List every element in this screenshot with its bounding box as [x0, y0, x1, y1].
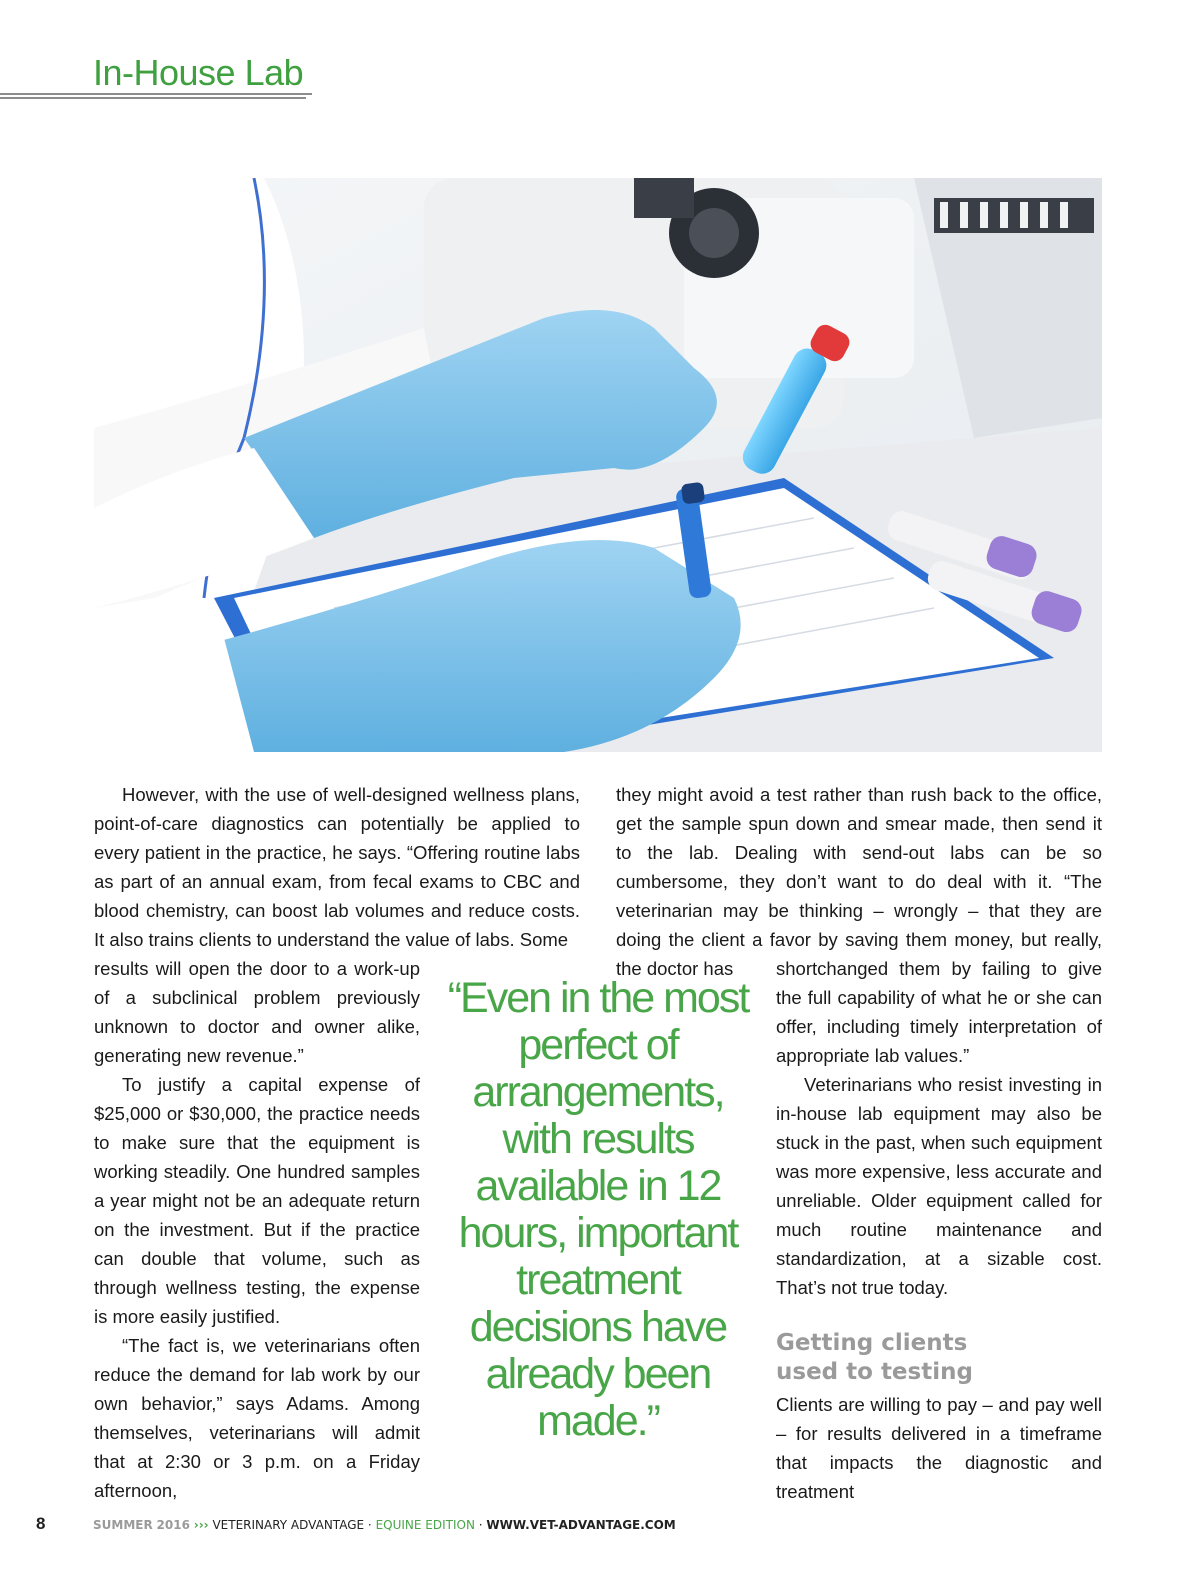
section-title: In-House Lab [93, 52, 304, 93]
column-2-paragraph-2: Veterinarians who resist investing in in-house lab equipment may also be stuck in the past, when such equipment was more expensive, less accurate and unreliable. Older equipment called for much routine maintenance and standardization, at a sizable cost. That’s not true today. [776, 1074, 1102, 1298]
column-1-narrow [94, 954, 420, 1505]
column-1-paragraph-2: To justify a capital expense of $25,000 or $30,000, the practice needs to make sure that the equipment is working steadily. One hundred samples a year might not be an adequate return on the investment. But if the practice can double that volume, such as through wellness testing, the expense is more easily justified. [94, 1074, 420, 1327]
column-1-paragraph-1-continued: results will open the door to a work-up of a subclinical problem previously unknown to doctor and owner alike, generating new revenue.” [94, 958, 420, 1066]
lab-gloves-test-tube-photo-icon [94, 178, 1102, 752]
column-1-top [94, 780, 580, 954]
column-2-bottom [776, 1390, 1102, 1506]
footer-year: 2016 [156, 1518, 190, 1532]
column-1-paragraph-3: “The fact is, we veterinarians often reduce the demand for lab work by our own behavior,” says Adams. Among themselves, veterinarians will admit that at 2:30 or 3 p.m. on a Friday afternoon, [94, 1335, 420, 1501]
footer-separator-2: · [478, 1518, 483, 1532]
footer-edition: EQUINE EDITION [375, 1518, 475, 1532]
pull-quote: “Even in the most perfect of arrangements, with results available in 12 hours, important treatment decisions have already been made.” [447, 974, 749, 1445]
page-number: 8 [36, 1514, 46, 1533]
page-footer [0, 1510, 1200, 1540]
column-2-top [616, 780, 1102, 983]
footer-url[interactable]: WWW.VET-ADVANTAGE.COM [486, 1518, 676, 1532]
footer-line [93, 1518, 676, 1532]
footer-season: SUMMER [93, 1518, 153, 1532]
section-header [0, 0, 320, 110]
column-2-paragraph-3: Clients are willing to pay – and pay well – for results delivered in a timeframe that impacts the diagnostic and treatment [776, 1394, 1102, 1502]
column-2-paragraph-1: they might avoid a test rather than rush back to the office, get the sample spun down and smear made, then send it to the lab. Dealing with send-out labs can be so cumbersome, they don’t want to do deal with it. “The veterinarian may be thinking – wrongly – that they are doing the client a favor by saving them money, but really, the doctor has [616, 784, 1102, 979]
column-2-narrow [776, 954, 1102, 1302]
header-rule-top [0, 93, 312, 95]
subhead-line-1: Getting clients [776, 1330, 968, 1356]
lab-photo [94, 178, 1102, 752]
column-1-paragraph-1: However, with the use of well-designed wellness plans, point-of-care diagnostics can potentially be applied to every patient in the practice, he says. “Offering routine labs as part of an annual exam, from fecal exams to CBC and blood chemistry, can boost lab volumes and reduce costs. It also trains clients to understand the value of labs. Some [94, 784, 580, 950]
footer-arrows-icon: ››› [193, 1518, 209, 1532]
subhead [776, 1329, 1102, 1387]
footer-magazine: VETERINARY ADVANTAGE [212, 1518, 365, 1532]
column-2-paragraph-1-continued: shortchanged them by failing to give the full capability of what he or she can offer, including timely interpretation of appropriate lab values.” [776, 958, 1102, 1066]
footer-separator-1: · [367, 1518, 372, 1532]
subhead-line-2: used to testing [776, 1359, 973, 1385]
header-rule-bottom [0, 97, 306, 99]
